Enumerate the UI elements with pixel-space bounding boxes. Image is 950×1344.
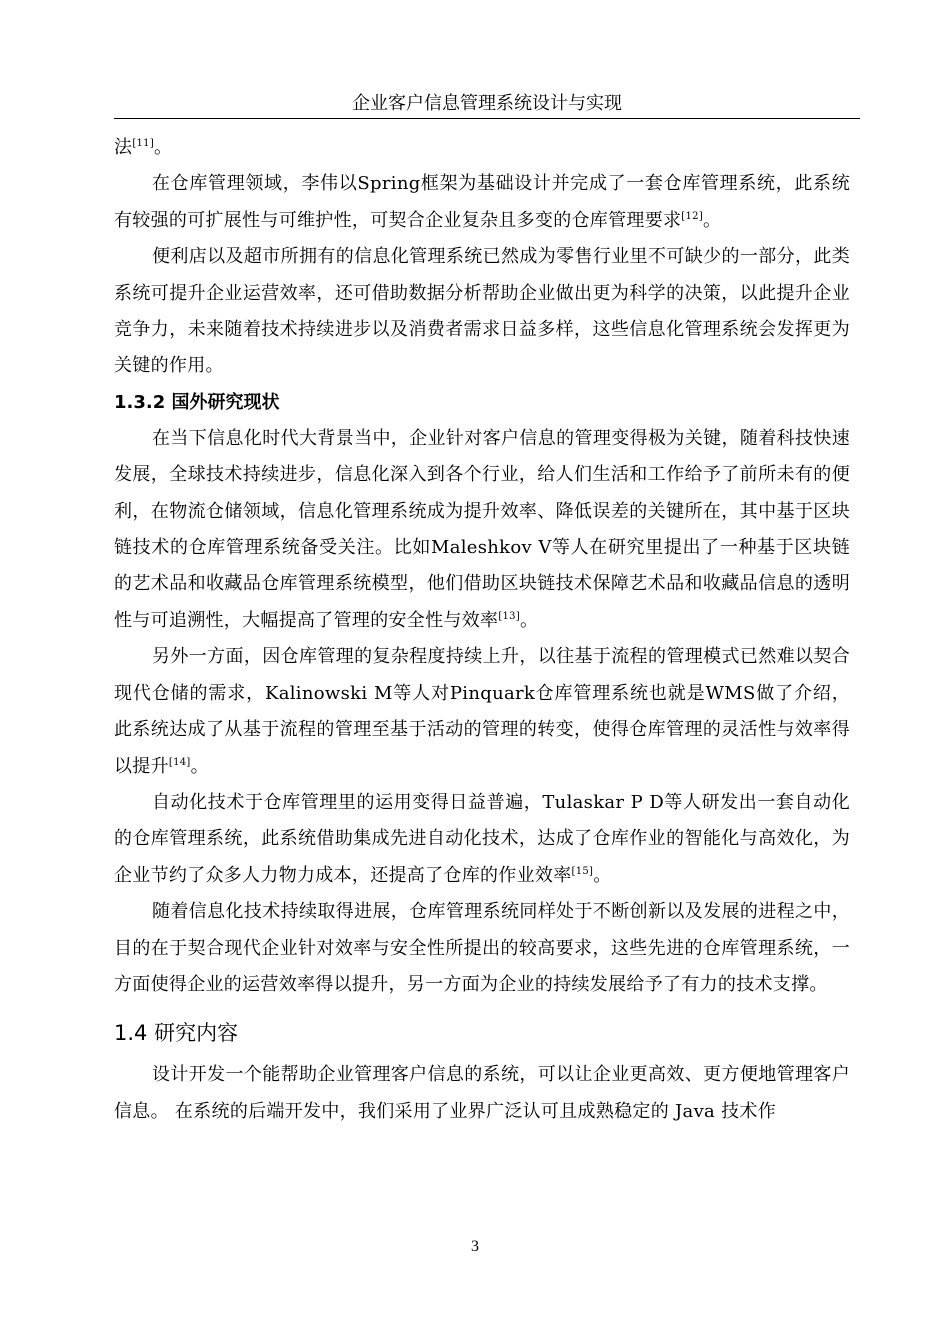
citation-ref: [12]	[681, 210, 704, 222]
citation-ref: [13]	[498, 610, 521, 622]
paragraph: 随着信息化技术持续取得进展，仓库管理系统同样处于不断创新以及发展的进程之中，目的在于契合现代企业针对效率与安全性所提出的较高要求，这些先进的仓库管理系统，一方面使得企业的运营效率得以提升，另一方面为企业的持续发展给予了有力的技术支撑。	[114, 901, 850, 995]
section-heading-1-3-2: 1.3.2 国外研究现状	[114, 391, 280, 413]
paragraph-end: 。	[703, 209, 722, 231]
header-rule	[114, 118, 860, 119]
paragraph	[114, 639, 850, 785]
paragraph-text: 法	[114, 137, 133, 158]
paragraph-text: 另外一方面，因仓库管理的复杂程度持续上升，以往基于流程的管理模式已然难以契合现代仓储的需求，Kalinowski M等人对Pinquark仓库管理系统也就是WMS做了介绍，此系统达成了从基于流程的管理至基于活动的管理的转变，使得仓库管理的灵活性与效率得以提升	[114, 646, 850, 777]
citation-ref: [11]	[132, 138, 155, 149]
section-heading-1-4: 1.4 研究内容	[114, 1021, 239, 1046]
paragraph-text: 在当下信息化时代大背景当中，企业针对客户信息的管理变得极为关键，随着科技快速发展，全球技术持续进步，信息化深入到各个行业，给人们生活和工作给予了前所未有的便利，在物流仓储领域，信息化管理系统成为提升效率、降低误差的关键所在，其中基于区块链技术的仓库管理系统备受关注。比如Maleshkov V等人在研究里提出了一种基于区块链的艺术品和收藏品仓库管理系统模型，他们借助区块链技术保障艺术品和收藏品信息的透明性与可追溯性，大幅提高了管理的安全性与效率	[114, 427, 850, 631]
paragraph-text: 在仓库管理领域，李伟以Spring框架为基础设计并完成了一套仓库管理系统，此系统有较强的可扩展性与可维护性，可契合企业复杂且多变的仓库管理要求	[114, 173, 850, 231]
running-header: 企业客户信息管理系统设计与实现	[352, 93, 622, 114]
paragraph-end: 。	[593, 864, 612, 886]
paragraph-end: 。	[190, 755, 209, 777]
paragraph	[114, 421, 850, 639]
paragraph	[114, 166, 850, 239]
paragraph-end: 。	[520, 609, 539, 631]
paragraph	[114, 785, 850, 894]
paragraph: 便利店以及超市所拥有的信息化管理系统已然成为零售行业里不可缺少的一部分，此类系统可提升企业运营效率，还可借助数据分析帮助企业做出更为科学的决策，以此提升企业竞争力，未来随着技术持续进步以及消费者需求日益多样，这些信息化管理系统会发挥更为关键的作用。	[114, 246, 850, 377]
citation-ref: [14]	[168, 756, 191, 768]
citation-ref: [15]	[571, 865, 594, 877]
paragraph-end: 。	[154, 137, 173, 158]
page-number: 3	[471, 1238, 479, 1255]
paragraph: 设计开发一个能帮助企业管理客户信息的系统，可以让企业更高效、更方便地管理客户信息。 在系统的后端开发中，我们采用了业界广泛认可且成熟稳定的 Java 技术作	[114, 1064, 850, 1122]
page-body	[114, 130, 850, 1130]
paragraph-continuation	[114, 130, 850, 166]
paragraph-text: 自动化技术于仓库管理里的运用变得日益普遍，Tulaskar P D等人研发出一套自动化的仓库管理系统，此系统借助集成先进自动化技术，达成了仓库作业的智能化与高效化，为企业节约了众多人力物力成本，还提高了仓库的作业效率	[114, 791, 850, 886]
